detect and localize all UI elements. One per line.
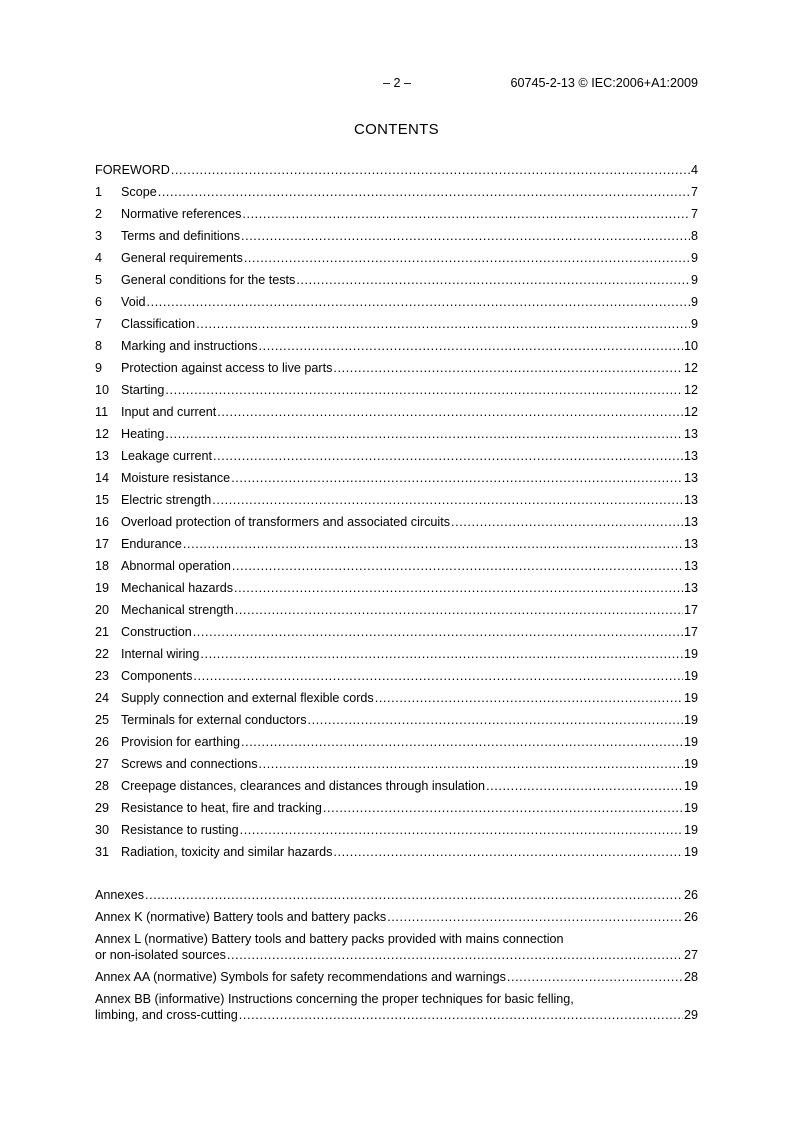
clause-number: 2 — [95, 207, 103, 221]
dot-leader — [323, 801, 683, 815]
page-ref: 4 — [690, 163, 698, 177]
entry-title: Terms and definitions — [121, 229, 241, 243]
page-ref: 17 — [683, 625, 698, 639]
toc-annexes — [95, 888, 698, 1030]
dot-leader — [200, 647, 683, 661]
page-title: CONTENTS — [354, 121, 439, 138]
page-ref: 13 — [683, 449, 698, 463]
dot-leader — [171, 163, 690, 177]
dot-leader — [387, 910, 683, 924]
toc-entry — [95, 779, 698, 801]
toc-entry — [95, 251, 698, 273]
clause-number: 29 — [95, 801, 110, 815]
toc-entry — [95, 163, 698, 185]
toc-entry — [95, 471, 698, 493]
page-ref: 19 — [683, 823, 698, 837]
entry-title: limbing, and cross-cutting — [95, 1008, 238, 1022]
toc-entry — [95, 735, 698, 757]
page-ref: 26 — [683, 888, 698, 902]
entry-title: Normative references — [121, 207, 242, 221]
dot-leader — [227, 948, 683, 962]
toc-entry — [95, 339, 698, 361]
page-ref: 13 — [683, 471, 698, 485]
dot-leader — [507, 970, 683, 984]
entry-title: Terminals for external conductors — [121, 713, 307, 727]
clause-number: 4 — [95, 251, 103, 265]
page-ref: 10 — [683, 339, 698, 353]
dot-leader — [165, 383, 683, 397]
clause-number: 10 — [95, 383, 110, 397]
dot-leader — [239, 1008, 683, 1022]
page-ref: 19 — [683, 669, 698, 683]
toc-entry — [95, 383, 698, 405]
page-ref: 13 — [683, 559, 698, 573]
entry-title: FOREWORD — [95, 163, 170, 177]
dot-leader — [196, 317, 690, 331]
dot-leader — [165, 427, 683, 441]
toc-entry-annex — [95, 970, 698, 992]
dot-leader — [231, 471, 683, 485]
page-ref: 13 — [683, 427, 698, 441]
page-ref: 9 — [690, 295, 698, 309]
entry-title: Internal wiring — [121, 647, 200, 661]
page-ref: 9 — [690, 317, 698, 331]
toc-entry — [95, 801, 698, 823]
page-ref: 9 — [690, 251, 698, 265]
entry-title: or non-isolated sources — [95, 948, 226, 962]
toc-entry — [95, 823, 698, 845]
entry-title: Construction — [121, 625, 192, 639]
dot-leader — [375, 691, 683, 705]
entry-title: Overload protection of transformers and associated circuits — [121, 515, 450, 529]
page-ref: 19 — [683, 801, 698, 815]
entry-title-line1: Annex L (normative) Battery tools and battery packs provided with mains connection — [95, 932, 564, 946]
toc-entry — [95, 361, 698, 383]
entry-title: Scope — [121, 185, 157, 199]
toc-entry — [95, 207, 698, 229]
entry-title: Mechanical strength — [121, 603, 234, 617]
entry-title: Moisture resistance — [121, 471, 231, 485]
entry-title: Annex K (normative) Battery tools and battery packs — [95, 910, 387, 924]
toc-entry — [95, 647, 698, 669]
entry-title: Abnormal operation — [121, 559, 231, 573]
toc-entry — [95, 559, 698, 581]
toc-entry — [95, 603, 698, 625]
entry-title: Creepage distances, clearances and distances through insulation — [121, 779, 486, 793]
entry-title: Leakage current — [121, 449, 213, 463]
clause-number: 21 — [95, 625, 110, 639]
entry-title: Resistance to heat, fire and tracking — [121, 801, 322, 815]
page-ref: 19 — [683, 647, 698, 661]
dot-leader — [241, 735, 683, 749]
page-ref: 7 — [690, 207, 698, 221]
clause-number: 26 — [95, 735, 110, 749]
page-ref: 13 — [683, 493, 698, 507]
page-ref: 17 — [683, 603, 698, 617]
toc-entry — [95, 449, 698, 471]
clause-number: 25 — [95, 713, 110, 727]
toc-clauses — [95, 163, 698, 867]
dot-leader — [193, 669, 683, 683]
clause-number: 5 — [95, 273, 103, 287]
clause-number: 1 — [95, 185, 103, 199]
toc-entry — [95, 405, 698, 427]
clause-number: 8 — [95, 339, 103, 353]
page-ref: 19 — [683, 713, 698, 727]
toc-entry — [95, 427, 698, 449]
toc-entry-annex — [95, 992, 698, 1030]
clause-number: 14 — [95, 471, 110, 485]
toc-entry — [95, 669, 698, 691]
clause-number: 30 — [95, 823, 110, 837]
entry-title: Radiation, toxicity and similar hazards — [121, 845, 333, 859]
dot-leader — [213, 449, 683, 463]
page-ref: 12 — [683, 405, 698, 419]
entry-title-line1: Annex BB (informative) Instructions concerning the proper techniques for basic felling, — [95, 992, 574, 1006]
clause-number: 12 — [95, 427, 110, 441]
entry-title: Protection against access to live parts — [121, 361, 333, 375]
dot-leader — [158, 185, 690, 199]
dot-leader — [147, 295, 690, 309]
clause-number: 9 — [95, 361, 103, 375]
dot-leader — [217, 405, 683, 419]
standard-reference: 60745-2-13 © IEC:2006+A1:2009 — [510, 76, 698, 90]
entry-title: Endurance — [121, 537, 182, 551]
toc-entry — [95, 757, 698, 779]
toc-entry-annex — [95, 910, 698, 932]
toc-entry — [95, 515, 698, 537]
page-ref: 13 — [683, 515, 698, 529]
toc-entry-annex — [95, 888, 698, 910]
entry-line2 — [95, 948, 698, 964]
page-ref: 12 — [683, 383, 698, 397]
clause-number: 23 — [95, 669, 110, 683]
dot-leader — [259, 757, 683, 771]
entry-title: Void — [121, 295, 146, 309]
entry-title: General requirements — [121, 251, 243, 265]
page-ref: 12 — [683, 361, 698, 375]
clause-number: 20 — [95, 603, 110, 617]
dot-leader — [259, 339, 683, 353]
page-ref: 13 — [683, 581, 698, 595]
clause-number: 17 — [95, 537, 110, 551]
dot-leader — [296, 273, 690, 287]
dot-leader — [333, 361, 683, 375]
clause-number: 27 — [95, 757, 110, 771]
toc-entry — [95, 713, 698, 735]
clause-number: 7 — [95, 317, 103, 331]
clause-number: 31 — [95, 845, 110, 859]
entry-title: Classification — [121, 317, 196, 331]
clause-number: 28 — [95, 779, 110, 793]
dot-leader — [193, 625, 683, 639]
clause-number: 13 — [95, 449, 110, 463]
toc-entry — [95, 581, 698, 603]
page-ref: 13 — [683, 537, 698, 551]
clause-number: 6 — [95, 295, 103, 309]
toc-entry — [95, 185, 698, 207]
dot-leader — [242, 207, 690, 221]
page-ref: 28 — [683, 970, 698, 984]
entry-title: Components — [121, 669, 193, 683]
dot-leader — [308, 713, 683, 727]
entry-title: Electric strength — [121, 493, 212, 507]
entry-title: Provision for earthing — [121, 735, 241, 749]
dot-leader — [451, 515, 683, 529]
clause-number: 19 — [95, 581, 110, 595]
toc-entry — [95, 691, 698, 713]
dot-leader — [212, 493, 683, 507]
dot-leader — [244, 251, 690, 265]
toc-entry — [95, 229, 698, 251]
entry-title: Supply connection and external flexible cords — [121, 691, 374, 705]
dot-leader — [183, 537, 683, 551]
toc-entry — [95, 317, 698, 339]
toc-entry — [95, 537, 698, 559]
entry-title: Mechanical hazards — [121, 581, 234, 595]
entry-title: Marking and instructions — [121, 339, 258, 353]
page-ref: 7 — [690, 185, 698, 199]
page-ref: 19 — [683, 845, 698, 859]
page-ref: 29 — [683, 1008, 698, 1022]
page-ref: 9 — [690, 273, 698, 287]
toc-entry — [95, 273, 698, 295]
dot-leader — [232, 559, 683, 573]
page-ref: 19 — [683, 779, 698, 793]
clause-number: 3 — [95, 229, 103, 243]
page-header — [0, 76, 793, 94]
clause-number: 24 — [95, 691, 110, 705]
page-ref: 27 — [683, 948, 698, 962]
page-ref: 8 — [690, 229, 698, 243]
dot-leader — [145, 888, 683, 902]
clause-number: 22 — [95, 647, 110, 661]
toc-entry-annex — [95, 932, 698, 970]
entry-title: Starting — [121, 383, 165, 397]
clause-number: 16 — [95, 515, 110, 529]
page-ref: 19 — [683, 757, 698, 771]
dot-leader — [486, 779, 683, 793]
dot-leader — [333, 845, 683, 859]
dot-leader — [235, 603, 683, 617]
toc-entry — [95, 625, 698, 647]
dot-leader — [240, 823, 683, 837]
entry-title: Screws and connections — [121, 757, 258, 771]
entry-title: Annex AA (normative) Symbols for safety recommendations and warnings — [95, 970, 506, 984]
entry-line2 — [95, 1008, 698, 1024]
toc-entry — [95, 493, 698, 515]
entry-title: Resistance to rusting — [121, 823, 239, 837]
page-number: – 2 – — [382, 76, 411, 90]
clause-number: 18 — [95, 559, 110, 573]
entry-title: Annexes — [95, 888, 145, 902]
clause-number: 11 — [95, 405, 109, 419]
entry-title: Heating — [121, 427, 165, 441]
page-ref: 19 — [683, 735, 698, 749]
toc-entry — [95, 845, 698, 867]
page-ref: 26 — [683, 910, 698, 924]
entry-title: Input and current — [121, 405, 217, 419]
clause-number: 15 — [95, 493, 110, 507]
toc-entry — [95, 295, 698, 317]
page-ref: 19 — [683, 691, 698, 705]
entry-title: General conditions for the tests — [121, 273, 296, 287]
dot-leader — [234, 581, 683, 595]
dot-leader — [241, 229, 690, 243]
